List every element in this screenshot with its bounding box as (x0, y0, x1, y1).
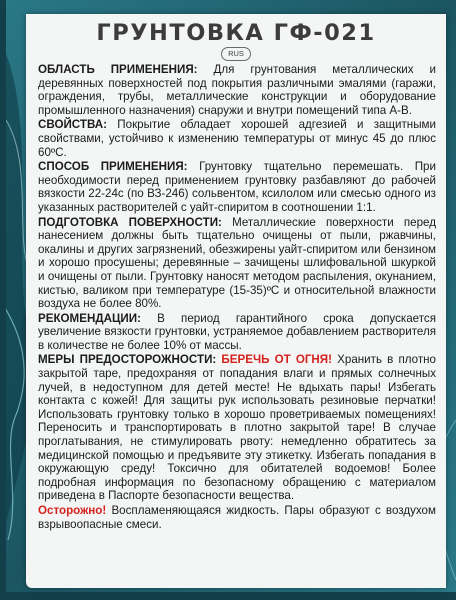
section-text: Хранить в плотно закрытой таре, предохраняя от попадания влаги и прямых солнечных лучей, в недоступном для детей месте! Не вдыхать пары! Избегать контакта с кожей! Для защиты рук использовать резиновые перчатки! Использовать грунтовку только в хорошо проветриваемых помещениях! Переносить и транспортировать в плотно закрытой таре! В случае проглатывания, не стимулировать рвоту: немедленно обратитесь за медицинской помощью и предъявите эту этикетку. Избегать попадания в окружающую среду! Токсично для обитателей водоемов! Более подробная информация по безопасному обращению с материалом приведена в Паспорте безопасности вещества. (38, 353, 436, 503)
section-text: Для грунтования металлических и деревянных поверхностей под покрытия различными эмалями (гаражи, ограждения, трубы, металлические конструкции и оборудование промышленного назначения) снаружи и внутри помещений типа А-В. (38, 63, 436, 117)
section-properties (38, 118, 436, 159)
section-caution (38, 504, 436, 531)
section-method (38, 160, 436, 214)
section-application (38, 63, 436, 117)
section-text: В период гарантийного срока допускается увеличение вязкости грунтовки, устраняемое добавлением растворителя в количестве не более 10% от массы. (38, 311, 436, 352)
section-heading: СВОЙСТВА: (38, 118, 108, 132)
section-heading: ПОДГОТОВКА ПОВЕРХНОСТИ: (38, 215, 222, 229)
section-heading: ОБЛАСТЬ ПРИМЕНЕНИЯ: (38, 63, 198, 76)
section-text: Металлические поверхности перед нанесением должны быть тщательно очищены от пыли, ржавчины, окалины и других загрязнений, обезжирены уайт-спиритом или бензином и хорошо просушены; деревянные – зачищены шлифовальной шкуркой и очищены от пыли. Грунтовку наносят методом распыления, окунанием, кистью, валиком при температуре (15-35)ºC и относительной влажности воздуха не более 80%. (38, 215, 436, 311)
bottom-accent-bar (0, 592, 456, 600)
section-surface-preparation (38, 216, 436, 311)
section-precautions (38, 353, 436, 503)
label-panel (26, 14, 446, 588)
fire-warning: БЕРЕЧЬ ОТ ОГНЯ! (221, 353, 332, 367)
section-heading: СПОСОБ ПРИМЕНЕНИЯ: (38, 160, 188, 174)
section-heading: РЕКОМЕНДАЦИИ: (38, 311, 141, 325)
section-recommendations (38, 312, 436, 353)
section-text: Воспламеняющаяся жидкость. Пары образуют с воздухом взрывоопасные смеси. (38, 504, 436, 531)
section-heading: МЕРЫ ПРЕДОСТОРОЖНОСТИ: (38, 353, 217, 367)
section-text: Покрытие обладает хорошей адгезией и защитными свойствами, устойчиво к изменению температуры от минус 45 до плюс 60ºC. (38, 118, 436, 159)
left-accent-bar (0, 0, 6, 600)
language-badge: RUS (221, 47, 251, 61)
caution-warning: Осторожно! (38, 504, 107, 517)
label-body (26, 61, 446, 531)
section-text: Грунтовку тщательно перемешать. При необходимости перед применением грунтовку разбавляют до рабочей вязкости 22-24с (по ВЗ-246) сольвентом, ксилолом или смесью одного из указанных растворителей с уайт-спиритом в соотношении 1:1. (38, 160, 436, 214)
page-title: ГРУНТОВКА ГФ-021 (96, 20, 376, 46)
